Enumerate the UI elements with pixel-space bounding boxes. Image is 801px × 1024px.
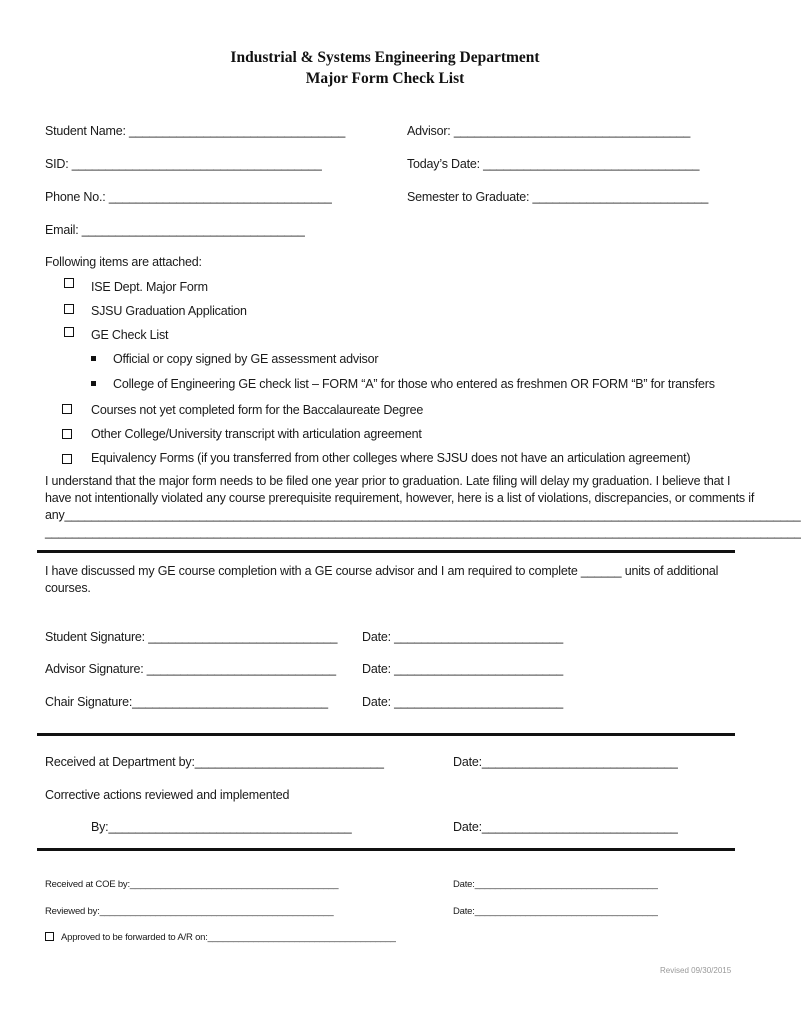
form-title-line-2: Major Form Check List bbox=[305, 70, 465, 87]
semester-to-graduate-field[interactable]: Semester to Graduate: __________________________ bbox=[407, 190, 709, 204]
student-name-field[interactable]: Student Name: ________________________________ bbox=[45, 124, 346, 138]
todays-date-field[interactable]: Today’s Date: ________________________________ bbox=[407, 157, 700, 171]
form-title-line-1: Industrial & Systems Engineering Department bbox=[230, 49, 540, 66]
student-signature-field[interactable]: Student Signature: ____________________________ bbox=[45, 630, 338, 644]
item-equivalency-forms: Equivalency Forms (if you transferred from other colleges where SJSU does not have an articulation agreement) bbox=[91, 451, 691, 465]
statement-line-1: I understand that the major form needs to be filed one year prior to graduation. Late filing will delay my graduation. I believe that I bbox=[45, 474, 731, 488]
reviewed-by-date-field[interactable]: Date:_____________________________ bbox=[453, 820, 678, 834]
reviewed-by-field[interactable]: By:____________________________________ bbox=[91, 820, 352, 834]
checkbox-transcript[interactable] bbox=[62, 429, 72, 439]
ge-subitem-coe-check-list: College of Engineering GE check list – FORM “A” for those who entered as freshmen OR FORM “B” for transfers bbox=[113, 377, 715, 391]
violations-comments-field[interactable]: any_____________________________________________________________________________________________________________ bbox=[45, 508, 801, 522]
advisor-signature-field[interactable]: Advisor Signature: ____________________________ bbox=[45, 662, 336, 676]
checkbox-courses-not-completed[interactable] bbox=[62, 404, 72, 414]
violations-comments-field-2[interactable]: ________________________________________________________________________________________________________________ bbox=[45, 525, 801, 539]
checkbox-graduation-application[interactable] bbox=[64, 304, 74, 314]
sid-field[interactable]: SID: _____________________________________ bbox=[45, 157, 322, 171]
section-divider bbox=[37, 550, 735, 553]
item-transcript: Other College/University transcript with articulation agreement bbox=[91, 427, 422, 441]
item-graduation-application: SJSU Graduation Application bbox=[91, 304, 247, 318]
chair-signature-field[interactable]: Chair Signature:_____________________________ bbox=[45, 695, 328, 709]
received-at-department-date-field[interactable]: Date:_____________________________ bbox=[453, 755, 678, 769]
attachments-heading: Following items are attached: bbox=[45, 255, 202, 269]
checkbox-equivalency-forms[interactable] bbox=[62, 454, 72, 464]
ge-subitem-assessment-advisor: Official or copy signed by GE assessment advisor bbox=[113, 352, 379, 366]
bullet-icon bbox=[91, 356, 96, 361]
received-at-department-field[interactable]: Received at Department by:____________________________ bbox=[45, 755, 384, 769]
item-courses-not-completed: Courses not yet completed form for the Baccalaureate Degree bbox=[91, 403, 424, 417]
approved-forward-field[interactable]: Approved to be forwarded to A/R on:_____________________________________ bbox=[61, 932, 396, 943]
statement-line-2: have not intentionally violated any course prerequisite requirement, however, here is a list of violations, discrepancies, or comments if bbox=[45, 491, 755, 505]
coe-reviewed-by-date-field[interactable]: Date:____________________________________ bbox=[453, 906, 658, 917]
ge-statement-line-2: courses. bbox=[45, 581, 91, 595]
section-divider bbox=[37, 733, 735, 736]
advisor-field[interactable]: Advisor: ___________________________________ bbox=[407, 124, 691, 138]
email-field[interactable]: Email: _________________________________ bbox=[45, 223, 305, 237]
coe-reviewed-by-field[interactable]: Reviewed by:______________________________________________ bbox=[45, 906, 334, 917]
phone-field[interactable]: Phone No.: _________________________________ bbox=[45, 190, 332, 204]
advisor-signature-date-field[interactable]: Date: _________________________ bbox=[362, 662, 563, 676]
chair-signature-date-field[interactable]: Date: _________________________ bbox=[362, 695, 563, 709]
revision-date: Revised 09/30/2015 bbox=[660, 966, 732, 975]
ge-statement-line-1: I have discussed my GE course completion with a GE course advisor and I am required to complete ______ units of additional bbox=[45, 564, 719, 578]
item-ise-major-form: ISE Dept. Major Form bbox=[91, 280, 208, 294]
received-at-coe-field[interactable]: Received at COE by:_________________________________________ bbox=[45, 879, 339, 890]
checkbox-approved-forward[interactable] bbox=[45, 932, 54, 941]
section-divider bbox=[37, 848, 735, 851]
corrective-actions-label: Corrective actions reviewed and implemented bbox=[45, 788, 290, 802]
student-signature-date-field[interactable]: Date: _________________________ bbox=[362, 630, 563, 644]
bullet-icon bbox=[91, 381, 96, 386]
received-at-coe-date-field[interactable]: Date:____________________________________ bbox=[453, 879, 658, 890]
item-ge-check-list: GE Check List bbox=[91, 328, 169, 342]
checkbox-ge-check-list[interactable] bbox=[64, 327, 74, 337]
checkbox-ise-major-form[interactable] bbox=[64, 278, 74, 288]
